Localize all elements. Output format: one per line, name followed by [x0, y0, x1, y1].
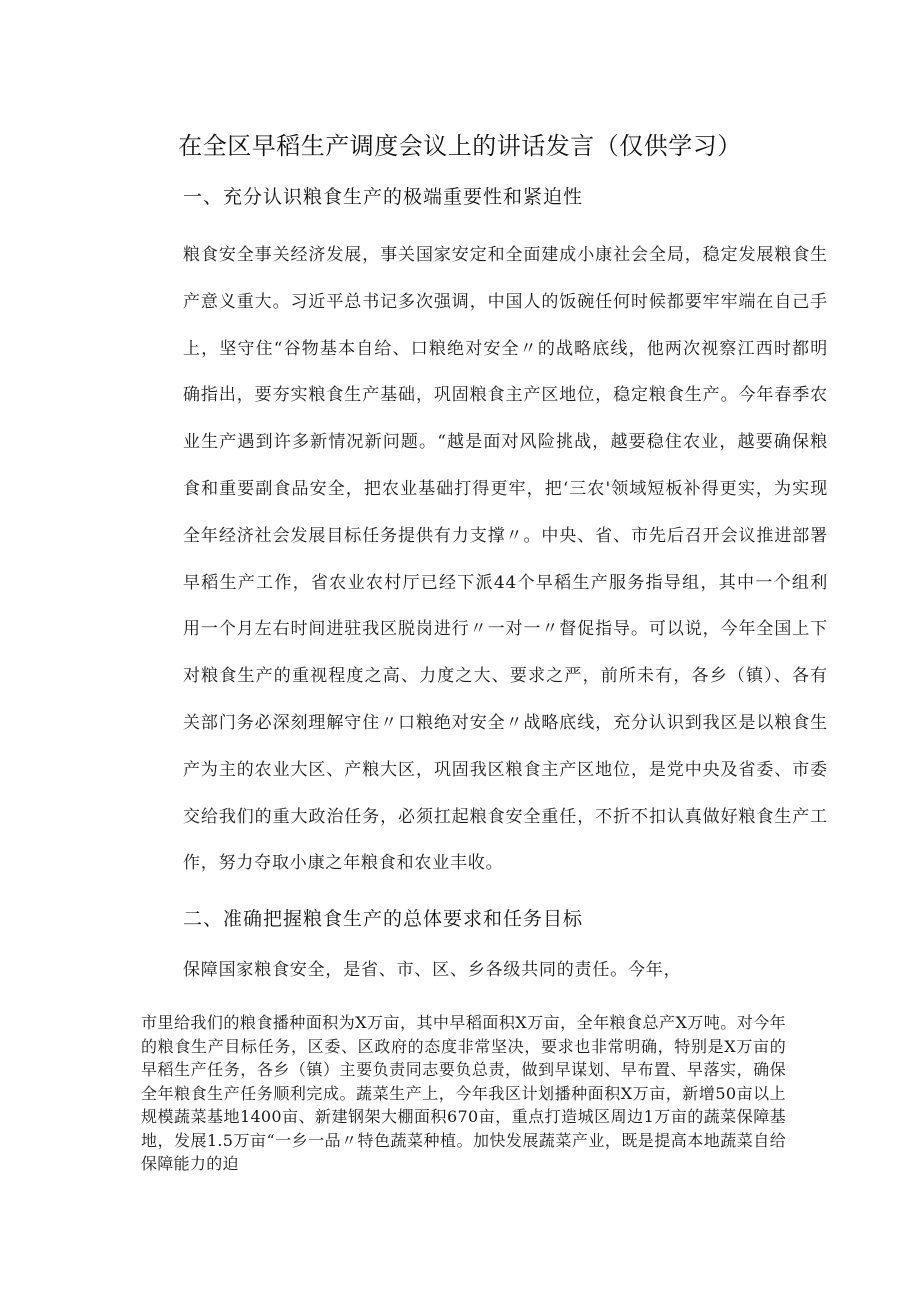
section-1-paragraph: 粮食安全事关经济发展，事关国家安定和全面建成小康社会全局，稳定发展粮食生产意义重大。习近平总书记多次强调，中国人的饭碗任何时候都要牢牢端在自己手上，坚守住“谷物基本自给、口粮绝对安全〃的战略底线，他两次视察江西时都明确指出，要夯实粮食生产基础，巩固粮食主产区地位，稳定粮食生产。今年春季农业生产遇到许多新情况新问题。“越是面对风险挑战，越要稳住农业，越要确保粮食和重要副食品安全，把农业基础打得更牢，把‘三农'领域短板补得更实，为实现全年经济社会发展目标任务提供有力支撑〃。中央、省、市先后召开会议推进部署早稻生产工作，省农业农村厅已经下派44个早稻生产服务指导组，其中一个组利用一个月左右时间进驻我区脱岗进行〃一对一〃督促指导。可以说，今年全国上下对粮食生产的重视程度之高、力度之大、要求之严，前所未有，各乡（镇）、各有关部门务必深刻理解守住〃口粮绝对安全〃战略底线，充分认识到我区是以粮食生产为主的农业大区、产粮大区，巩固我区粮食主产区地位，是党中央及省委、市委交给我们的重大政治任务，必须扛起粮食安全重任，不折不扣认真做好粮食生产工作，努力夺取小康之年粮食和农业丰收。 [183, 245, 828, 874]
section-2-intro [141, 956, 786, 984]
section-heading-1: 一、充分认识粮食生产的极端重要性和紧迫性 [183, 186, 584, 208]
section-2-intro-text: 保障国家粮食安全，是省、市、区、乡各级共同的责任。今年， [183, 960, 682, 980]
section-heading-2: 二、准确把握粮食生产的总体要求和任务目标 [183, 908, 584, 930]
document-title: 在全区早稻生产调度会议上的讲话发言（仅供学习） [178, 132, 742, 160]
section-2-body: 市里给我们的粮食播种面积为X万亩，其中早稻面积X万亩，全年粮食总产X万吨。对今年的粮食生产目标任务，区委、区政府的态度非常坚决，要求也非常明确，特别是X万亩的早稻生产任务，各乡（镇）主要负责同志要负总责，做到早谋划、早布置、早落实，确保全年粮食生产任务顺利完成。蔬菜生产上，今年我区计划播种面积X万亩，新增50亩以上规模蔬菜基地1400亩、新建钢架大棚面积670亩，重点打造城区周边1万亩的蔬菜保障基地，发展1.5万亩“一乡一品〃特色蔬菜种植。加快发展蔬菜产业，既是提高本地蔬菜自给保障能力的迫 [141, 1013, 786, 1173]
